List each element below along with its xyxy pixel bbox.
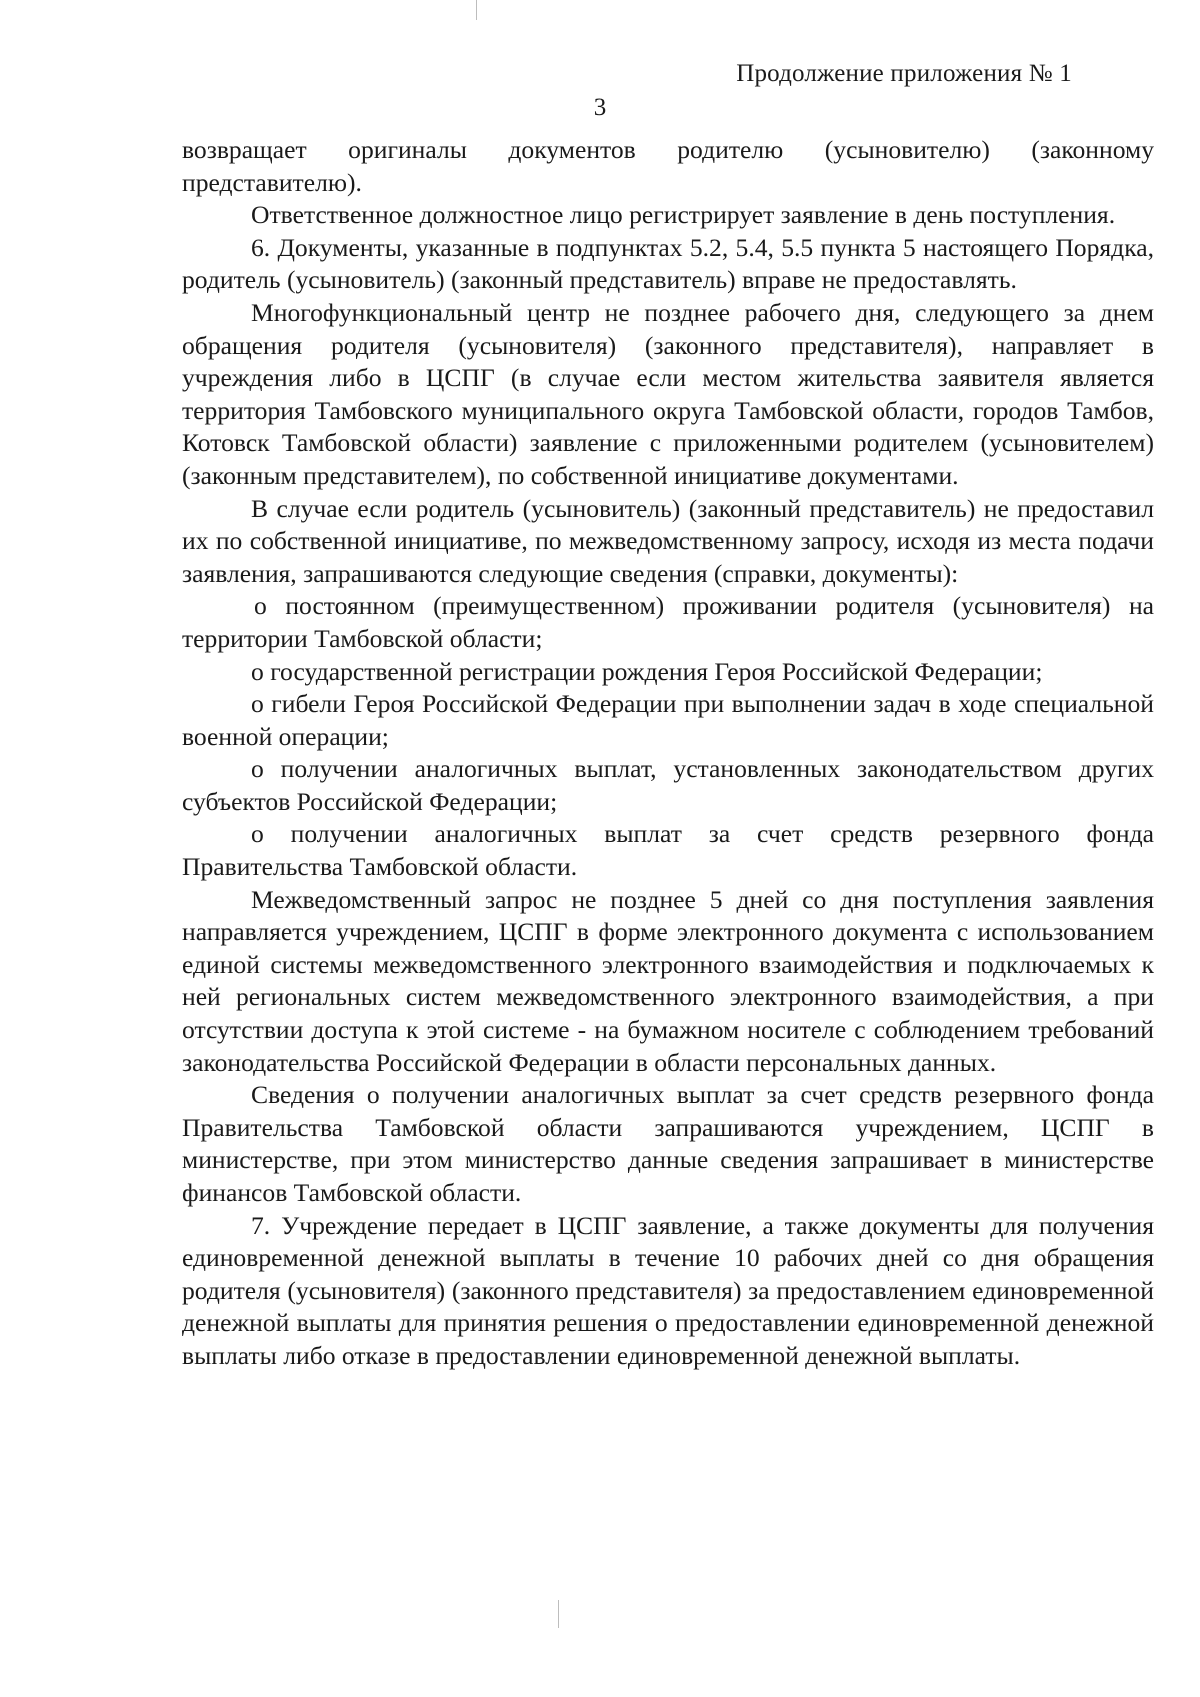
paragraph-interagency-request: В случае если родитель (усыновитель) (законный представитель) не предоставил их по собственной инициативе, по межведомственному запросу, исходя из места подачи заявления, запрашиваются следующие сведения (справки, документы):: [182, 493, 1154, 588]
list-item-other-regions-payments: о получении аналогичных выплат, установленных законодательством других субъектов Российской Федерации;: [182, 754, 1154, 816]
page-number: 3: [593, 94, 607, 121]
list-item-residence: о постоянном (преимущественном) проживании родителя (усыновителя) на территории Тамбовской области;: [182, 591, 1154, 653]
scan-artifact-top: [476, 0, 477, 20]
document-body: [182, 134, 1154, 1373]
paragraph-request-deadline: Межведомственный запрос не позднее 5 дней со дня поступления заявления направляется учреждением, ЦСПГ в форме электронного документа с использованием единой системы межведомственного электронного взаимодействия и подключаемых к ней региональных систем межведомственного электронного взаимодействия, а при отсутствии доступа к этой системе - на бумажном носителе с соблюдением требований законодательства Российской Федерации в области персональных данных.: [182, 884, 1154, 1077]
list-item-death-of-hero: о гибели Героя Российской Федерации при выполнении задач в ходе специальной военной операции;: [182, 689, 1154, 751]
paragraph-registration: Ответственное должностное лицо регистрирует заявление в день поступления.: [251, 200, 1116, 230]
appendix-continuation-note: Продолжение приложения № 1: [736, 60, 1072, 87]
paragraph-reserve-fund-inquiry: Сведения о получении аналогичных выплат за счет средств резервного фонда Правительства Тамбовской области запрашиваются учреждением, ЦСПГ в министерстве, при этом министерство данные сведения запрашивает в министерстве финансов Тамбовской области.: [182, 1080, 1154, 1207]
list-item-reserve-fund-payments: о получении аналогичных выплат за счет средств резервного фонда Правительства Тамбовской области.: [182, 819, 1154, 882]
paragraph-clause-7: 7. Учреждение передает в ЦСПГ заявление, а также документы для получения единовременной денежной выплаты в течение 10 рабочих дней со дня обращения родителя (усыновителя) (законного представителя) за предоставлением единовременной денежной выплаты для принятия решения о предоставлении единовременной денежной выплаты либо отказе в предоставлении единовременной денежной выплаты.: [182, 1210, 1154, 1370]
paragraph-mfc-forwarding: Многофункциональный центр не позднее рабочего дня, следующего за днем обращения родителя (усыновителя) (законного представителя), направляет в учреждения либо в ЦСПГ (в случае если местом жительства заявителя является территория Тамбовского муниципального округа Тамбовской области, городов Тамбов, Котовск Тамбовской области) заявление с приложенными родителем (усыновителем) (законным представителем), по собственной инициативе документами.: [182, 297, 1154, 490]
paragraph-clause-6: 6. Документы, указанные в подпунктах 5.2, 5.4, 5.5 пункта 5 настоящего Порядка, родитель (усыновитель) (законный представитель) вправе не предоставлять.: [182, 232, 1154, 295]
paragraph-return-originals: возвращает оригиналы документов родителю (усыновителю) (законному представителю).: [182, 135, 1154, 197]
scan-artifact-bottom: [558, 1600, 559, 1628]
list-item-birth-registration: о государственной регистрации рождения Героя Российской Федерации;: [251, 656, 1043, 686]
